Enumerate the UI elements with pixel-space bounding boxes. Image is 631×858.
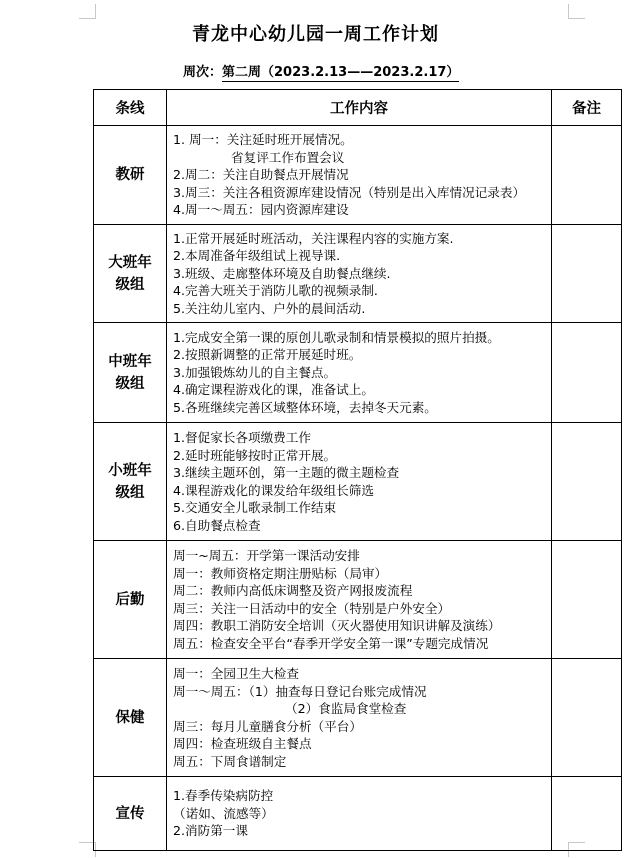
row-category: 后勤 (94, 541, 167, 659)
row-content (167, 323, 552, 423)
page-corner-mark (568, 4, 585, 19)
row-remark (552, 423, 622, 541)
content-line: 周一：教师资格定期注册贴标（局审） (173, 565, 388, 581)
content-line: 5.各班继续完善区域整体环境，去掉冬天元素。 (173, 399, 437, 415)
week-label: 周次： (183, 65, 223, 80)
content-line: 4.周一～周五：园内资源库建设 (173, 202, 349, 218)
row-remark (552, 126, 622, 225)
table-row (94, 659, 622, 777)
content-line: 4.课程游戏化的课发给年级组长筛选 (173, 482, 374, 498)
content-line: 3.班级、走廊整体环境及自助餐点继续. (173, 265, 391, 281)
content-line: （2）食监局食堂检查 (285, 701, 407, 716)
row-category: 中班年级组 (94, 323, 167, 423)
table-row (94, 225, 622, 323)
content-line: 1.督促家长各项缴费工作 (173, 430, 311, 445)
content-line: 周五：检查安全平台“春季开学安全第一课”专题完成情况 (173, 635, 489, 651)
content-line: 周二：教师内高低床调整及资产网报废流程 (173, 583, 413, 598)
content-line: 2.按照新调整的正常开展延时班。 (173, 347, 362, 363)
row-remark (552, 323, 622, 423)
content-line: 周一~周五：开学第一课活动安排 (173, 548, 360, 563)
content-line: 2.消防第一课 (173, 823, 248, 839)
content-line: 4.确定课程游戏化的课，准备试上。 (173, 382, 374, 398)
row-content (167, 541, 552, 659)
row-category: 教研 (94, 126, 167, 225)
header-remark: 备注 (552, 90, 622, 126)
row-content (167, 423, 552, 541)
content-line: 省复评工作布置会议 (231, 149, 345, 165)
row-content (167, 777, 552, 851)
page-corner-mark (79, 4, 96, 19)
row-category: 大班年级组 (94, 225, 167, 323)
content-line: 2.延时班能够按时正常开展。 (173, 447, 337, 463)
table-row (94, 541, 622, 659)
row-content (167, 225, 552, 323)
content-line: 3.周三：关注各租资源库建设情况（特别是出入库情况记录表） (173, 184, 526, 200)
row-category: 保健 (94, 659, 167, 777)
table-header-row (94, 90, 622, 126)
content-line: 4.完善大班关于消防儿歌的视频录制. (173, 283, 378, 299)
content-line: 1. 周一：关注延时班开展情况。 (173, 132, 353, 148)
header-content: 工作内容 (167, 90, 552, 126)
document-title: 青龙中心幼儿园一周工作计划 (192, 24, 439, 45)
content-line: 5.关注幼儿室内、户外的晨间活动. (173, 300, 366, 316)
content-line: 3.继续主题环创，第一主题的微主题检查 (173, 465, 400, 480)
content-line: 1.完成安全第一课的原创儿歌录制和情景模拟的照片拍摄。 (173, 329, 500, 345)
row-remark (552, 225, 622, 323)
table-row (94, 126, 622, 225)
content-line: 周五：下周食谱制定 (173, 753, 287, 769)
content-line: 周一：全园卫生大检查 (173, 666, 299, 681)
content-line: 周四：教职工消防安全培训（灭火器使用知识讲解及演练） (173, 618, 501, 633)
row-remark (552, 777, 622, 851)
content-line: 周三：关注一日活动中的安全（特别是户外安全） (173, 600, 451, 616)
table-row (94, 323, 622, 423)
content-line: 2.周二：关注自助餐点开展情况 (173, 167, 349, 183)
row-category: 小班年级组 (94, 423, 167, 541)
content-line: 2.本周准备年级组试上视导课. (173, 248, 341, 264)
content-line: 周四：检查班级自主餐点 (173, 736, 312, 751)
table-row (94, 777, 622, 851)
content-line: 6.自助餐点检查 (173, 517, 261, 533)
row-remark (552, 659, 622, 777)
week-value: 第二周（2023.2.13——2023.2.17） (222, 65, 460, 80)
row-content (167, 126, 552, 225)
row-remark (552, 541, 622, 659)
content-line: 1.正常开展延时班活动，关注课程内容的实施方案. (173, 230, 454, 246)
content-line: 5.交通安全儿歌录制工作结束 (173, 500, 337, 515)
week-info (183, 61, 459, 80)
work-plan-table (93, 89, 622, 851)
content-line: 1.春季传染病防控 (173, 788, 274, 804)
row-category: 宣传 (94, 777, 167, 851)
content-line: （诺如、流感等） (173, 805, 274, 821)
content-line: 周一～周五：（1）抽查每日登记台账完成情况 (173, 683, 427, 699)
header-category: 条线 (94, 90, 167, 126)
content-line: 周三：每月儿童膳食分析（平台） (173, 718, 362, 734)
row-content (167, 659, 552, 777)
table-row (94, 423, 622, 541)
content-line: 3.加强锻炼幼儿的自主餐点。 (173, 364, 337, 380)
